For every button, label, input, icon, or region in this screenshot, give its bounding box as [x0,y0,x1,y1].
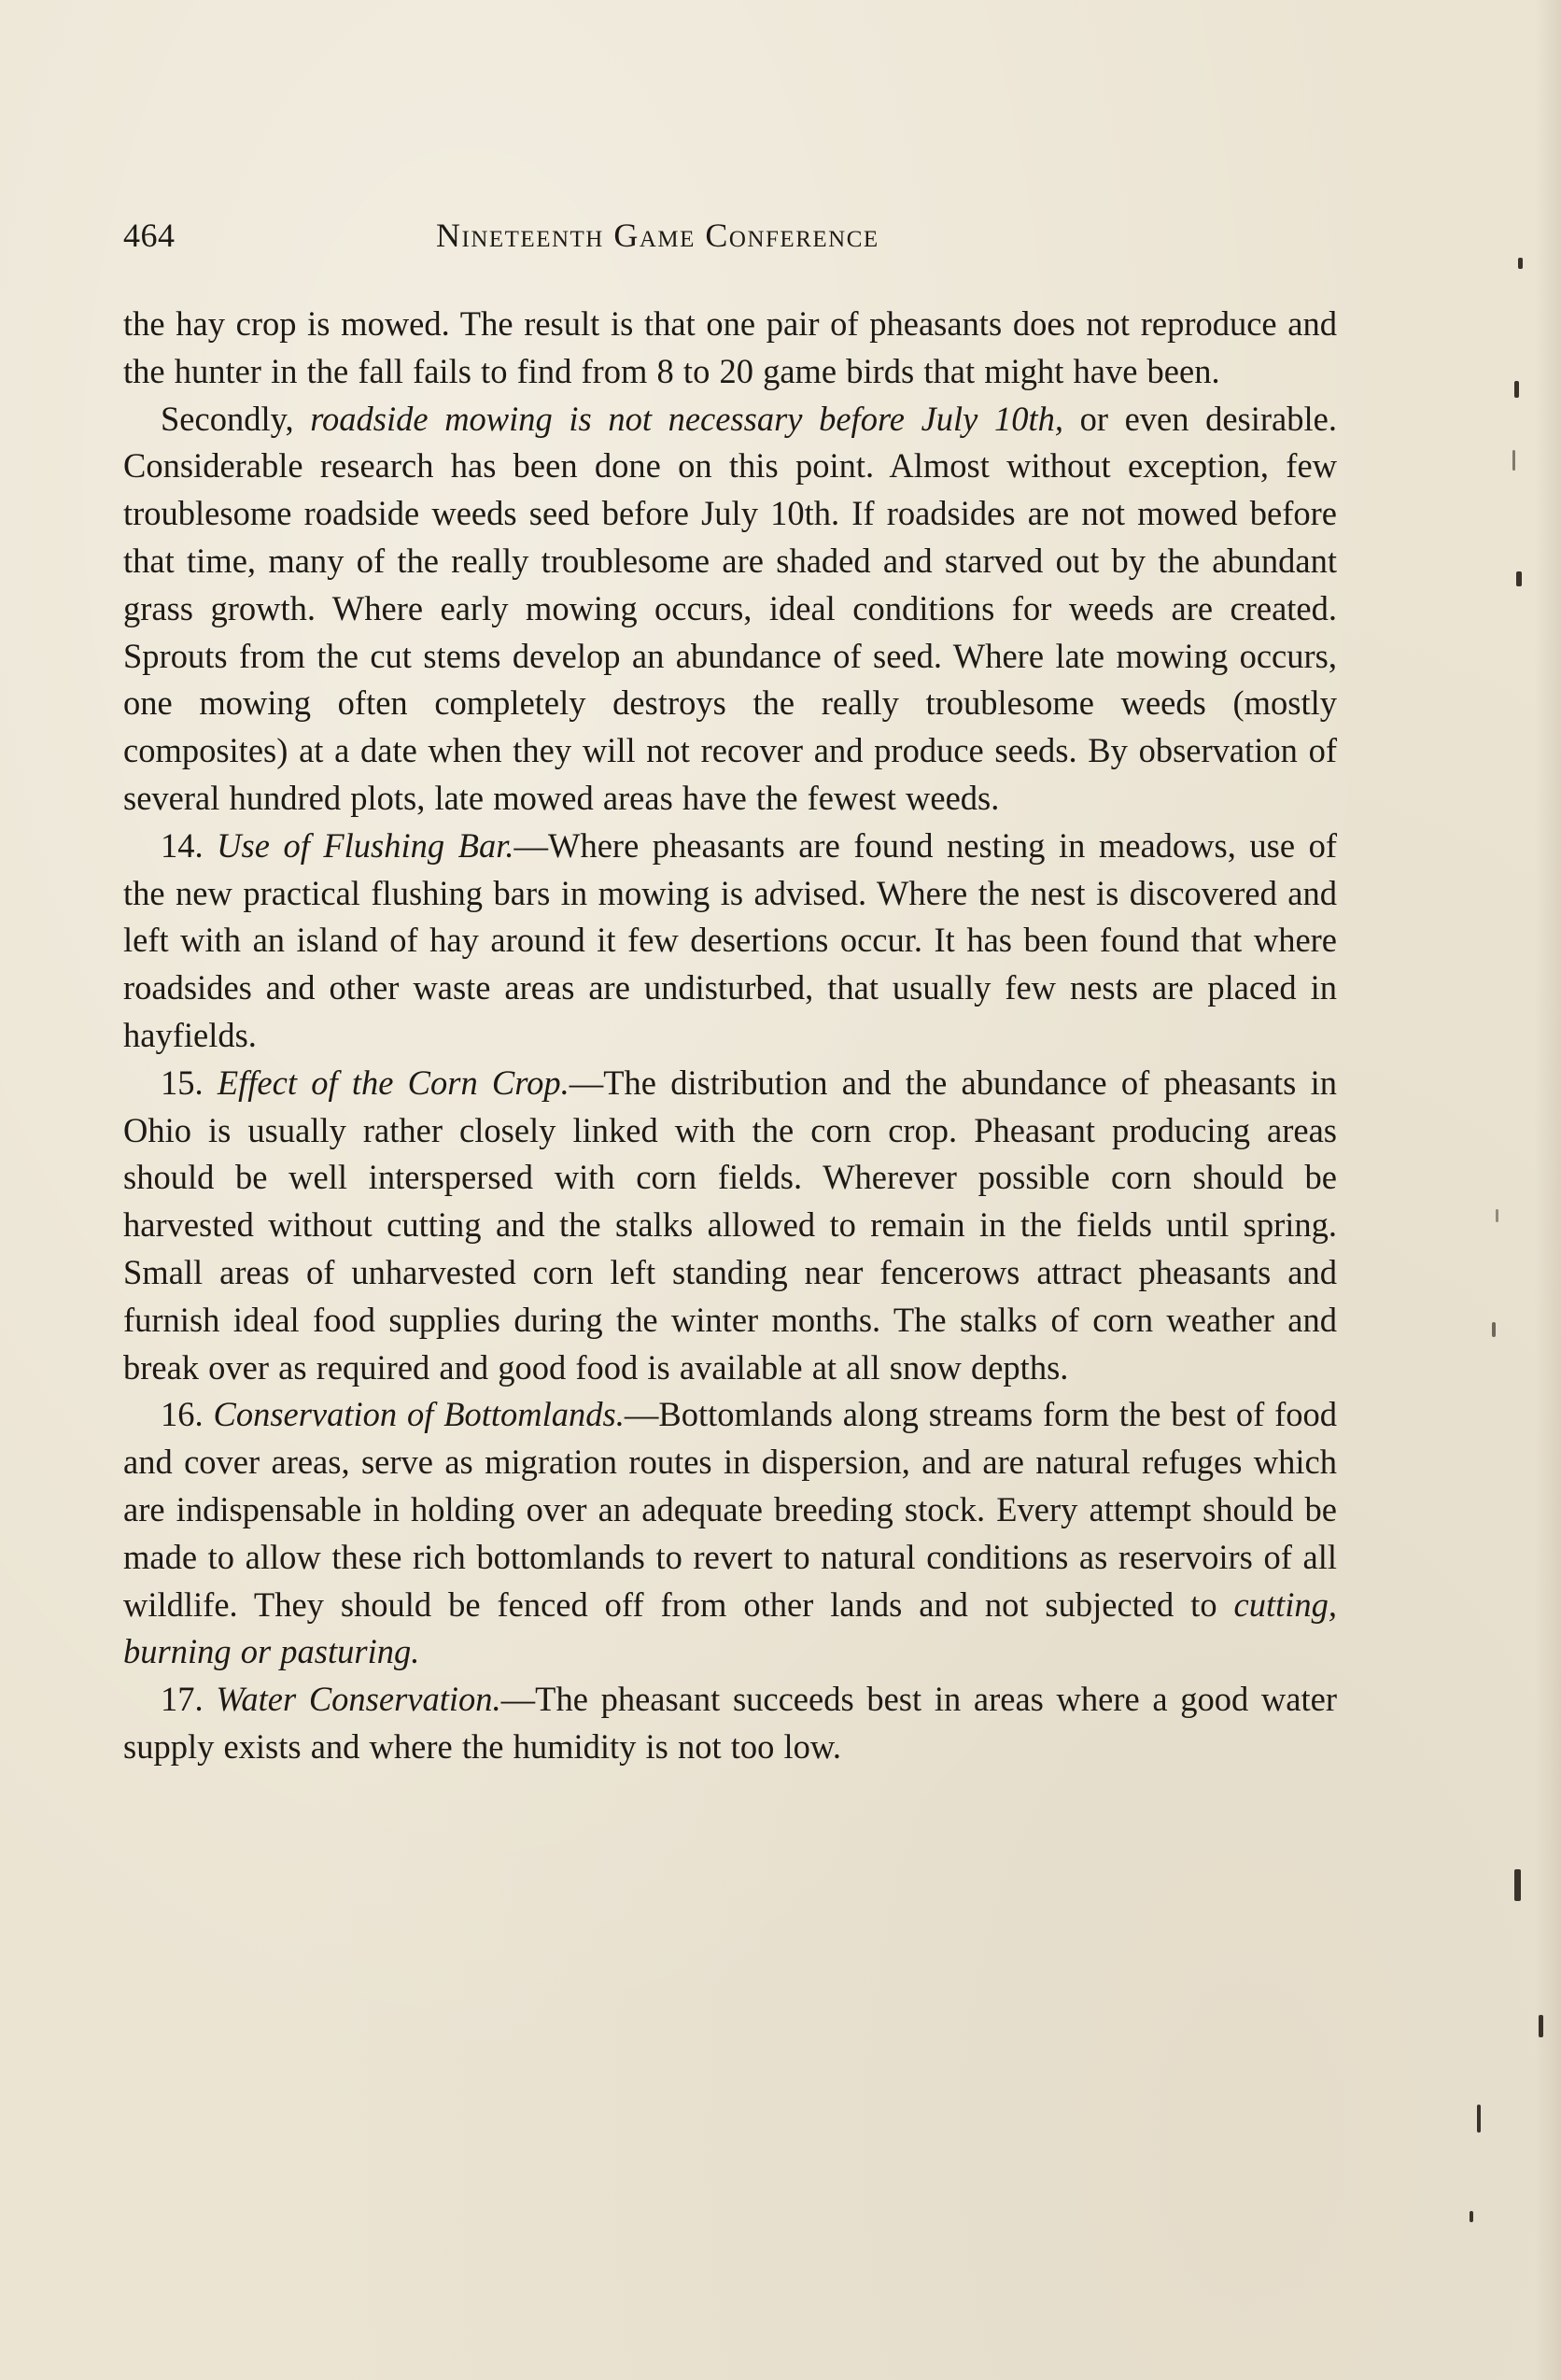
paragraph-text: —The pheasant succeeds best in areas where a good water supply exists and where the humidity is not too low. [123,1680,1337,1766]
binding-mark [1492,1322,1496,1337]
section-number: 15. [161,1063,218,1102]
binding-mark [1512,450,1515,471]
paragraph-text: the hay crop is mowed. The result is that one pair of pheasants does not reproduce and the hunter in the fall fails to find from 8 to 20 game birds that might have been. [123,304,1337,390]
paragraph-text: —Where pheasants are found nesting in meadows, use of the new practical flushing bars in mowing is advised. Where the nest is discovered and left with an island of hay around it few desertions occur. It has been found that where roadsides and other waste areas are undisturbed, that usually few nests are placed in hayfields. [123,825,1337,1054]
section-heading: Effect of the Corn Crop. [217,1063,570,1102]
section-number: 17. [161,1680,217,1719]
running-header [123,215,1337,256]
paragraph-15-corn-crop [123,1060,1337,1392]
section-number: 14. [161,825,218,865]
paragraph-text: or even desirable. Considerable research has been done on this point. Almost without exception, few troublesome roadside weeds seed before July 10th. If roadsides are not mowed before that time, many of the really troublesome are shaded and starved out by the abundant grass growth. Where early mowing occurs, ideal conditions for weeds are created. Sprouts from the cut stems develop an abundance of seed. Where late mowing occurs, one mowing often completely destroys the really troublesome weeds (mostly composites) at a date when they will not recover and produce seeds. By observation of several hundred plots, late mowed areas have the fewest weeds. [123,399,1337,817]
paragraph-16-bottomlands [123,1391,1337,1676]
paragraph-roadside-mowing [123,396,1337,823]
section-number: 16. [161,1395,214,1434]
section-heading: Water Conservation. [216,1680,501,1719]
page-number: 464 [123,217,176,254]
running-title: Nineteenth Game Conference [436,217,879,254]
binding-mark [1518,258,1523,269]
italic-phrase: cutting, burning or pasturing. [123,1584,1337,1671]
paragraph-14-flushing-bar [123,823,1337,1060]
paragraph-text: —The distribution and the abundance of pheasants in Ohio is usually rather closely linked with the corn crop. Pheasant producing areas should be well interspersed with corn fields. Wherever possible corn should be harvested without cutting and the stalks allowed to remain in the fields until spring. Small areas of unharvested corn left standing near fencerows attract pheasants and furnish ideal food supplies during the winter months. The stalks of corn weather and break over as required and good food is available at all snow depths. [123,1063,1337,1387]
paragraph-17-water-conservation [123,1676,1337,1771]
binding-mark [1516,571,1522,586]
binding-mark [1514,381,1519,398]
italic-phrase: roadside mowing is not necessary before July 10th, [310,399,1063,438]
paragraph-lead: Secondly, [161,399,311,438]
binding-mark [1514,1869,1521,1901]
binding-mark [1470,2211,1473,2222]
binding-mark [1539,2015,1543,2037]
section-heading: Use of Flushing Bar. [217,825,514,865]
paragraph-text: —Bottomlands along streams form the best of food and cover areas, serve as migration routes in dispersion, and are natural refuges which are indispensable in holding over an adequate breeding stock. Every attempt should be made to allow these rich bottomlands to revert to natural conditions as reservoirs of all wildlife. They should be fenced off from other lands and not subjected to [123,1395,1338,1624]
body-text [123,301,1337,1771]
binding-mark [1477,2105,1481,2133]
section-heading: Conservation of Bottomlands. [213,1395,625,1434]
paragraph-continuation [123,301,1337,396]
binding-mark [1496,1209,1498,1222]
